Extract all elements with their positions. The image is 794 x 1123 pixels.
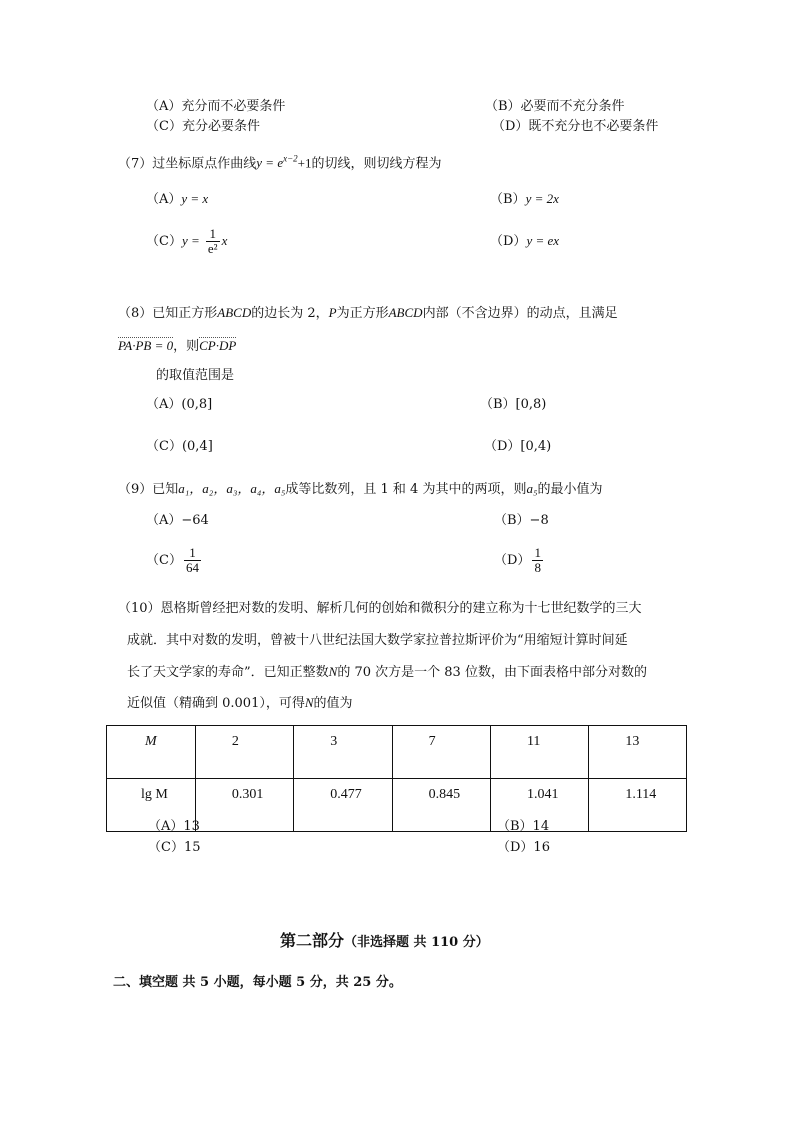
q10-option-c: （C）15 [148,840,201,855]
q10-option-b: （B）14 [497,819,550,834]
table-cell: 11 [490,726,588,779]
q8-stem-line2: PA·PB = 0，则CP·DP [118,338,237,354]
q9-option-a: （A）−64 [146,513,209,528]
q10-stem-line1: （10）恩格斯曾经把对数的发明、解析几何的创始和微积分的建立称为十七世纪数学的三大 [118,601,642,616]
table-row [107,726,687,779]
q7-fraction: $\frac{1}{\text{e²}}$ [207,226,218,256]
q6-option-c: （C）充分必要条件 [146,119,260,134]
table-cell: 1.041 [490,779,588,832]
q8-option-d: （D）[0,4) [484,439,552,454]
table-cell: 7 [392,726,490,779]
q9-option-d: （D） $\frac{1}{8}$ [494,545,541,575]
q7-curve: $y = e^{x-2}$ [256,154,298,171]
q10-option-a: （A）13 [148,819,200,834]
q8-option-a: （A）(0,8] [146,397,213,412]
table-cell: 13 [589,726,687,779]
table-cell: 3 [294,726,392,779]
q10-stem-line3: 长了天文学家的寿命”．已知正整数N的 70 次方是一个 83 位数，由下面表格中部分对数的 [127,664,647,680]
q8-condition: PA·PB = 0 [118,338,174,353]
q6-option-d: （D）既不充分也不必要条件 [492,119,659,134]
log-table [106,725,687,832]
q10-stem-line4: 近似值（精确到 0.001），可得N的值为 [127,695,353,711]
table-cell: M [107,726,196,779]
q10-option-d: （D）16 [497,840,550,855]
q10-stem-line2: 成就．其中对数的发明，曾被十八世纪法国大数学家拉普拉斯评价为“用缩短计算时间延 [127,633,628,648]
table-cell: 0.477 [294,779,392,832]
part2-title: 第二部分（非选择题 共 110 分） [280,931,489,950]
q6-option-b: （B）必要而不充分条件 [485,99,625,114]
q8-option-b: （B）[0,8) [480,397,547,412]
table-cell: 2 [195,726,293,779]
q8-expression: CP·DP [199,338,237,353]
q7-stem: （7）过坐标原点作曲线$y = e^{x-2}+1$的切线，则切线方程为 [118,154,442,172]
q6-option-a: （A）充分而不必要条件 [146,99,286,114]
q8-stem-line1: （8）已知正方形ABCD的边长为 2，P为正方形ABCD内部（不含边界）的动点，且满足 [118,305,618,321]
q7-option-c: （C）y = $\frac{1}{\text{e²}}$ x [146,226,228,256]
q7-option-a: （A）y = x [146,191,209,207]
q7-option-b: （B）y = 2x [490,191,559,207]
q7-option-d: （D）y = ex [490,233,560,249]
table-cell: 1.114 [589,779,687,832]
table-cell: 0.845 [392,779,490,832]
q9-stem: （9）已知a₁，a₂，a₃，a₄，a₅成等比数列，且 1 和 4 为其中的两项，则a₅的最小值为 [118,481,603,497]
table-cell: lg M [107,779,196,832]
q9-option-c: （C） $\frac{1}{64}$ [146,545,199,575]
q8-option-c: （C）(0,4] [146,439,213,454]
q8-stem-line3: 的取值范围是 [156,368,235,383]
section-heading: 二、填空题 共 5 小题，每小题 5 分，共 25 分。 [113,975,402,990]
table-cell: 0.301 [195,779,293,832]
q9-option-b: （B）−8 [494,513,549,528]
